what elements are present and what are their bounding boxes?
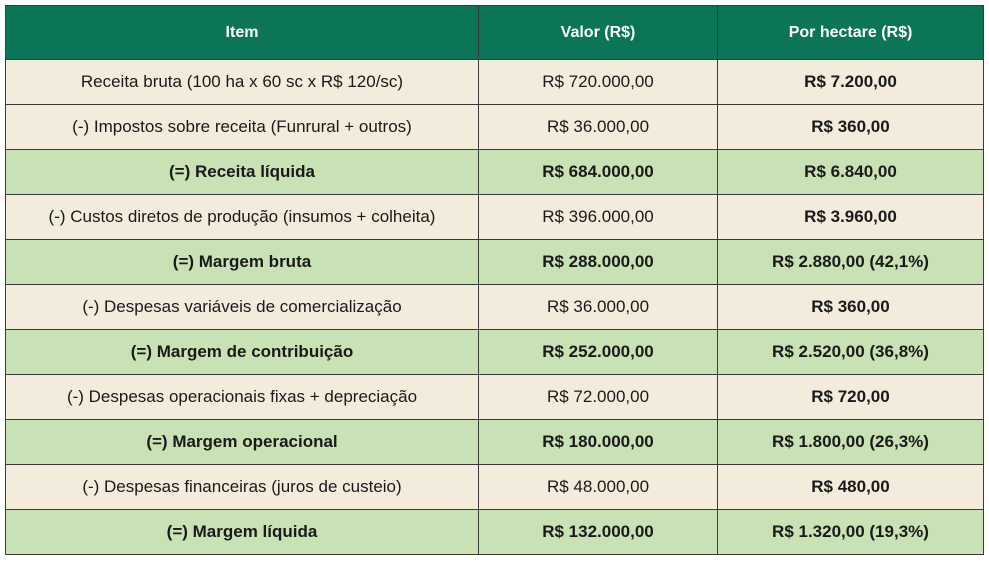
item-cell: (=) Margem de contribuição	[6, 330, 479, 375]
item-cell: (-) Despesas variáveis de comercialização	[6, 285, 479, 330]
item-cell: (-) Custos diretos de produção (insumos + colheita)	[6, 195, 479, 240]
valor-cell: R$ 684.000,00	[479, 150, 718, 195]
item-cell: (-) Despesas financeiras (juros de custeio)	[6, 465, 479, 510]
dre-table	[5, 5, 984, 555]
header-item: Item	[6, 6, 479, 60]
item-cell: (=) Margem operacional	[6, 420, 479, 465]
por-hectare-cell: R$ 360,00	[718, 285, 984, 330]
header-valor: Valor (R$)	[479, 6, 718, 60]
table-row	[6, 375, 984, 420]
por-hectare-cell: R$ 1.320,00 (19,3%)	[718, 510, 984, 555]
table-row	[6, 285, 984, 330]
table-row	[6, 60, 984, 105]
por-hectare-cell: R$ 6.840,00	[718, 150, 984, 195]
table-row	[6, 105, 984, 150]
table-header-row	[6, 6, 984, 60]
item-cell: (-) Despesas operacionais fixas + depreciação	[6, 375, 479, 420]
por-hectare-cell: R$ 720,00	[718, 375, 984, 420]
item-cell: (=) Margem bruta	[6, 240, 479, 285]
valor-cell: R$ 36.000,00	[479, 285, 718, 330]
valor-cell: R$ 36.000,00	[479, 105, 718, 150]
por-hectare-cell: R$ 3.960,00	[718, 195, 984, 240]
table-row-subtotal	[6, 330, 984, 375]
item-cell: (=) Receita líquida	[6, 150, 479, 195]
table-row-subtotal	[6, 420, 984, 465]
valor-cell: R$ 132.000,00	[479, 510, 718, 555]
por-hectare-cell: R$ 7.200,00	[718, 60, 984, 105]
valor-cell: R$ 396.000,00	[479, 195, 718, 240]
item-cell: (-) Impostos sobre receita (Funrural + outros)	[6, 105, 479, 150]
por-hectare-cell: R$ 2.880,00 (42,1%)	[718, 240, 984, 285]
valor-cell: R$ 48.000,00	[479, 465, 718, 510]
table-body	[6, 60, 984, 555]
valor-cell: R$ 180.000,00	[479, 420, 718, 465]
por-hectare-cell: R$ 2.520,00 (36,8%)	[718, 330, 984, 375]
por-hectare-cell: R$ 1.800,00 (26,3%)	[718, 420, 984, 465]
table-row	[6, 465, 984, 510]
item-cell: (=) Margem líquida	[6, 510, 479, 555]
por-hectare-cell: R$ 360,00	[718, 105, 984, 150]
header-por-hectare: Por hectare (R$)	[718, 6, 984, 60]
valor-cell: R$ 252.000,00	[479, 330, 718, 375]
item-cell: Receita bruta (100 ha x 60 sc x R$ 120/sc)	[6, 60, 479, 105]
valor-cell: R$ 288.000,00	[479, 240, 718, 285]
table-row-subtotal	[6, 510, 984, 555]
valor-cell: R$ 720.000,00	[479, 60, 718, 105]
valor-cell: R$ 72.000,00	[479, 375, 718, 420]
table-row	[6, 195, 984, 240]
table-row-subtotal	[6, 150, 984, 195]
por-hectare-cell: R$ 480,00	[718, 465, 984, 510]
dre-table-container	[5, 5, 984, 555]
table-row-subtotal	[6, 240, 984, 285]
